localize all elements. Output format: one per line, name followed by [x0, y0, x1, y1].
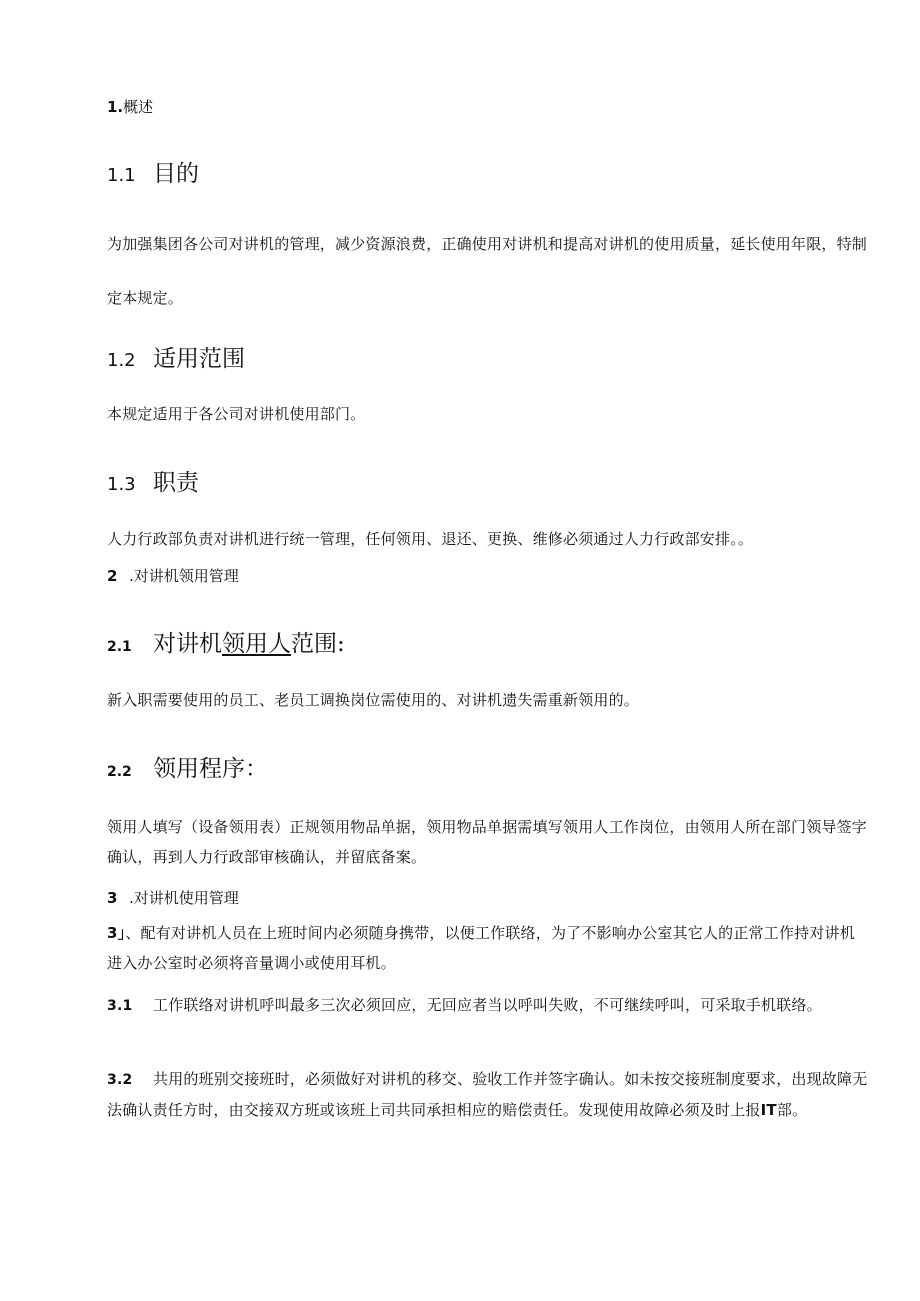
section-number: 2 [107, 567, 118, 585]
section-3-2-body [107, 1064, 869, 1125]
section-number: 3.2 [107, 1072, 133, 1088]
section-number: 2.1 [107, 639, 132, 655]
section-title: 领用程序： [153, 756, 268, 782]
section-text: 工作联络对讲机呼叫最多三次必须回应，无回应者当以呼叫失败，不可继续呼叫，可采取手机联络。 [153, 996, 822, 1014]
section-2-2-heading [107, 750, 268, 783]
section-3-1-body [107, 990, 869, 1021]
section-title: 目的 [153, 161, 199, 187]
section-number: 1.1 [107, 165, 136, 186]
section-2-2-body: 领用人填写（设备领用表）正规领用物品单据，领用物品单据需填写领用人工作岗位，由领用人所在部门领导签字确认，再到人力行政部审核确认，并留底备案。 [107, 818, 868, 866]
section-1-2-heading [107, 340, 245, 373]
section-text: 部。 [776, 1101, 808, 1119]
section-text: 共用的班别交接班时，必须做好对讲机的移交、验收工作并签字确认。如未按交接班制度要求，出现故障无法确认责任方时，由交接双方班或该班上司共同承担相应的赔偿责任。发现使用故障必须及时上报 [107, 1070, 868, 1119]
section-title: .对讲机使用管理 [129, 889, 239, 907]
section-number: 3.1 [107, 998, 133, 1014]
section-number: 2.2 [107, 764, 132, 780]
section-text: 、配有对讲机人员在上班时间内必须随身携带，以便工作联络，为了不影响办公室其它人的正常工作持对讲机进入办公室时必须将音量调小或使用耳机。 [107, 924, 855, 972]
section-1-heading [107, 96, 153, 117]
section-number: 1. [107, 98, 124, 116]
section-1-1-heading [107, 155, 199, 188]
section-title-part: 范围: [291, 631, 345, 657]
section-3-0-body [107, 918, 869, 978]
section-title: 适用范围 [153, 346, 245, 372]
section-2-1-body: 新入职需要使用的员工、老员工调换岗位需使用的、对讲机遗失需重新领用的。 [107, 691, 640, 709]
section-number: 3」 [107, 924, 126, 942]
section-title: 概述 [123, 98, 154, 116]
section-2-heading [107, 565, 239, 586]
section-1-2-body: 本规定适用于各公司对讲机使用部门。 [107, 405, 366, 423]
section-title: 职责 [153, 470, 199, 496]
section-2-1-heading [107, 625, 345, 658]
section-title-underlined: 领用人 [222, 631, 291, 657]
section-text-it: IT [760, 1101, 777, 1119]
section-number: 1.3 [107, 474, 136, 495]
section-1-3-body: 人力行政部负责对讲机进行统一管理，任何领用、退还、更换、维修必须通过人力行政部安排。。 [107, 530, 754, 548]
section-1-3-heading [107, 464, 199, 497]
section-1-1-body: 为加强集团各公司对讲机的管理，减少资源浪费，正确使用对讲机和提高对讲机的使用质量，延长使用年限，特制定本规定。 [107, 235, 868, 307]
section-title-part: 对讲机 [153, 631, 222, 657]
section-number: 3 [107, 889, 118, 907]
section-3-heading [107, 887, 239, 908]
section-number: 1.2 [107, 350, 136, 371]
section-title: .对讲机领用管理 [129, 567, 239, 585]
